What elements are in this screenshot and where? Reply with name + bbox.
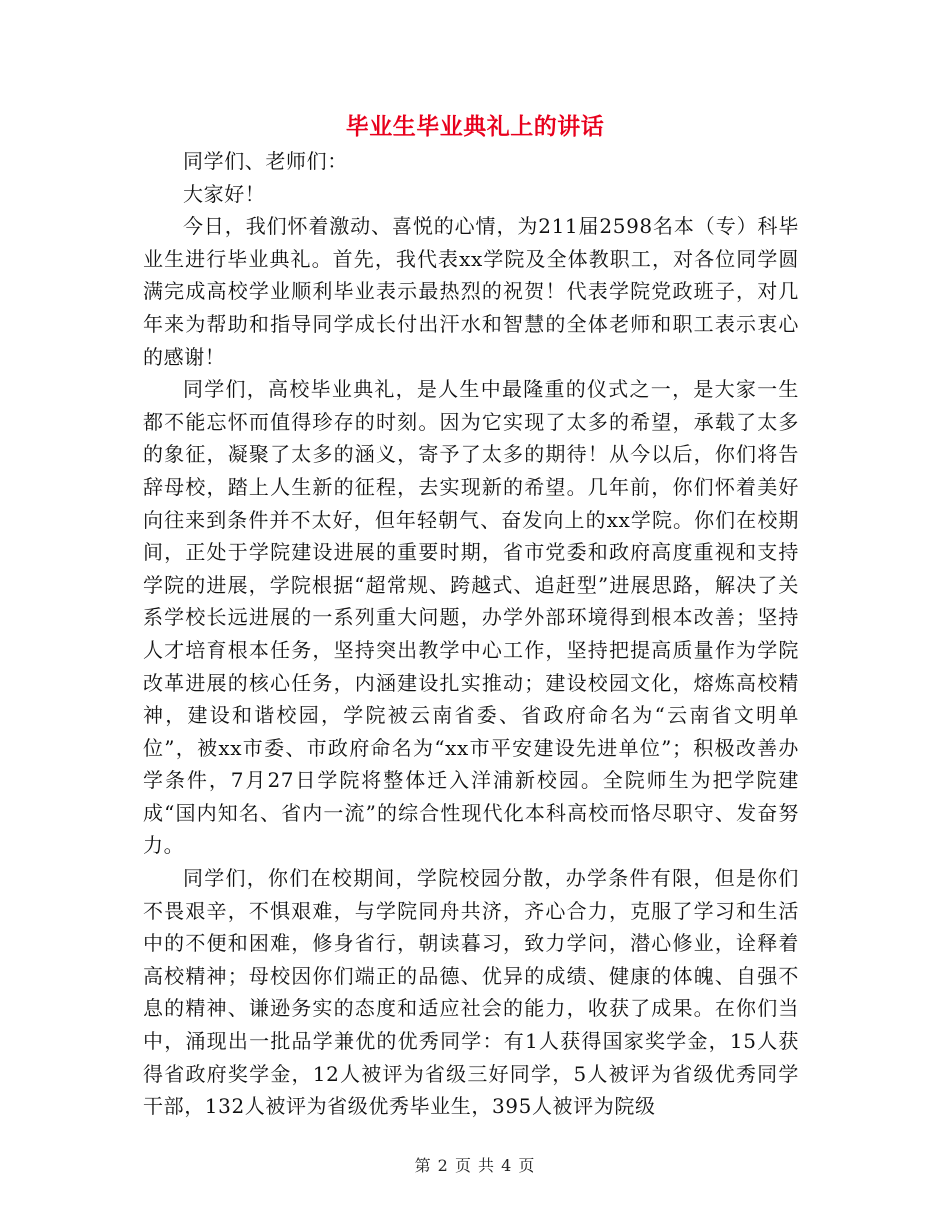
document-title: 毕业生毕业典礼上的讲话 — [345, 113, 605, 140]
page-number-footer: 第 2 页 共 4 页 — [414, 1156, 536, 1175]
paragraph: 同学们，你们在校期间，学院校园分散，办学条件有限，但是你们不畏艰辛，不惧艰难，与学院同舟共济，齐心合力，克服了学习和生活中的不便和困难，修身省行，朝读暮习，致力学问，潜心修业，诠释着高校精神；母校因你们端正的品德、优异的成绩、健康的体魄、自强不息的精神、谦逊务实的态度和适应社会的能力，收获了成果。在你们当中，涌现出一批品学兼优的优秀同学：有1人获得国家奖学金，15人获得省政府奖学金，12人被评为省级三好同学，5人被评为省级优秀同学干部，132人被评为省级优秀毕业生，395人被评为院级 — [143, 866, 799, 1119]
greeting: 大家好！ — [183, 181, 266, 206]
document-body — [143, 145, 799, 1123]
salutation: 同学们、老师们： — [183, 149, 348, 173]
paragraph: 今日，我们怀着激动、喜悦的心情，为211届2598名本（专）科毕业生进行毕业典礼。首先，我代表xx学院及全体教职工，对各位同学圆满完成高校学业顺利毕业表示最热烈的祝贺！代表学院党政班子，对几年来为帮助和指导同学成长付出汗水和智慧的全体老师和职工表示衷心的感谢！ — [143, 214, 799, 369]
paragraph: 同学们，高校毕业典礼，是人生中最隆重的仪式之一，是大家一生都不能忘怀而值得珍存的时刻。因为它实现了太多的希望，承载了太多的象征，凝聚了太多的涵义，寄予了太多的期待！从今以后，你们将告辞母校，踏上人生新的征程，去实现新的希望。几年前，你们怀着美好向往来到条件并不太好，但年轻朝气、奋发向上的xx学院。你们在校期间，正处于学院建设进展的重要时期，省市党委和政府高度重视和支持学院的进展，学院根据“超常规、跨越式、追赶型”进展思路，解决了关系学校长远进展的一系列重大问题，办学外部环境得到根本改善；坚持人才培育根本任务，坚持突出教学中心工作，坚持把提高质量作为学院改革进展的核心任务，内涵建设扎实推动；建设校园文化，熔炼高校精神，建设和谐校园，学院被云南省委、省政府命名为“云南省文明单位”，被xx市委、市政府命名为“xx市平安建设先进单位”；积极改善办学条件，7月27日学院将整体迁入洋浦新校园。全院师生为把学院建成“国内知名、省内一流”的综合性现代化本科高校而恪尽职守、发奋努力。 — [143, 377, 799, 858]
